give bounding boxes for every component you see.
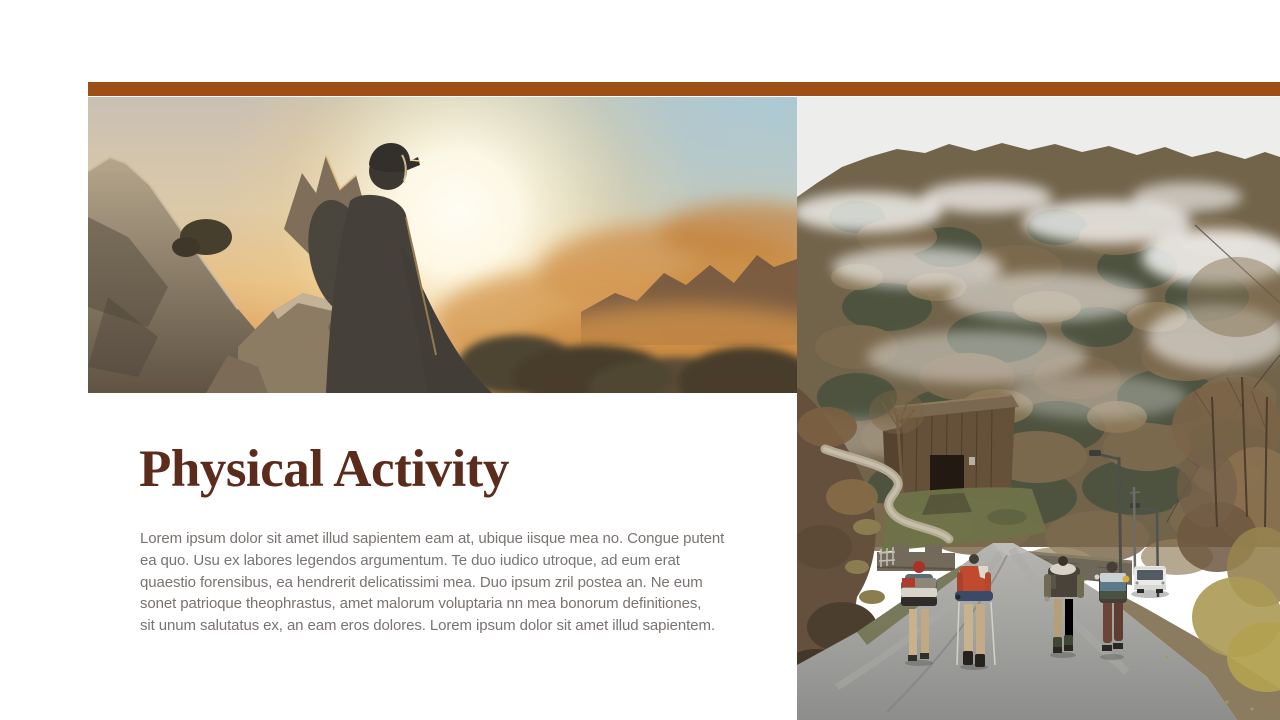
photo-hikers-road bbox=[797, 97, 1280, 720]
white-van bbox=[1131, 566, 1169, 598]
photo-hiker-sunset bbox=[88, 97, 797, 393]
body-text bbox=[140, 528, 740, 637]
body-line: sonet patrioque theophrastus, amet malorum voluptaria nn mea bonorum definitiones, bbox=[140, 595, 702, 613]
body-line: ea quo. Usu ex labores legendos argumentum. Te duo iudico utroque, ad eum erat bbox=[140, 551, 680, 569]
utility-pole bbox=[1134, 487, 1135, 575]
sleeping-roll bbox=[955, 591, 993, 601]
body-line: quaestio forensibus, ea hendrerit delicatissimi mea. Duo ipsum zril postea an. Ne eum bbox=[140, 573, 703, 591]
lamp-head bbox=[1089, 450, 1101, 456]
body-line: Lorem ipsum dolor sit amet illud sapientem eam at, ubique iisque mea no. Congue putent bbox=[140, 530, 725, 547]
hiker-sunset-illustration bbox=[88, 97, 797, 393]
accent-bar bbox=[88, 82, 1280, 96]
hikers-road-illustration bbox=[797, 97, 1280, 720]
yellow-gear bbox=[1123, 576, 1130, 583]
body-line: sit unum salutatus ex, an eam eros dolores. Lorem ipsum dolor sit amet illud sapientem. bbox=[140, 617, 715, 634]
slide-title: Physical Activity bbox=[139, 440, 509, 498]
metal-gate bbox=[879, 547, 895, 567]
red-beanie bbox=[913, 561, 925, 573]
